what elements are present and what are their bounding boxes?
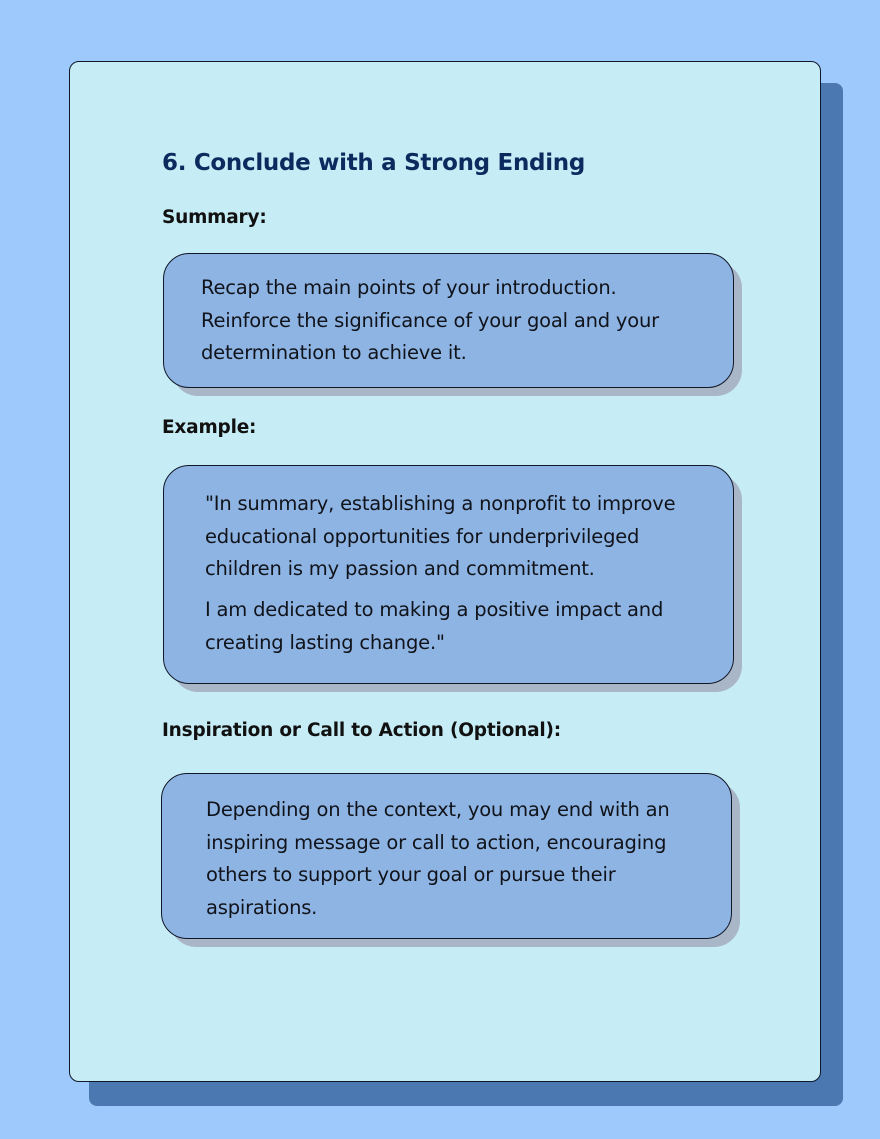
inspiration-box [161, 773, 732, 939]
example-box [163, 465, 734, 684]
example-paragraph-1: "In summary, establishing a nonprofit to improve educational opportunities for underprivileged children is my passion and commitment. [205, 492, 676, 580]
summary-box [163, 253, 734, 388]
summary-heading: Summary: [162, 207, 267, 228]
section-title: 6. Conclude with a Strong Ending [162, 150, 586, 176]
inspiration-text: Depending on the context, you may end with an inspiring message or call to action, encouraging others to support your goal or pursue their aspirations. [206, 798, 670, 919]
inspiration-heading: Inspiration or Call to Action (Optional): [162, 720, 561, 741]
summary-text: Recap the main points of your introduction. Reinforce the significance of your goal and your determination to achieve it. [201, 276, 659, 364]
example-heading: Example: [162, 417, 257, 438]
example-paragraph-2: I am dedicated to making a positive impact and creating lasting change." [205, 598, 664, 654]
